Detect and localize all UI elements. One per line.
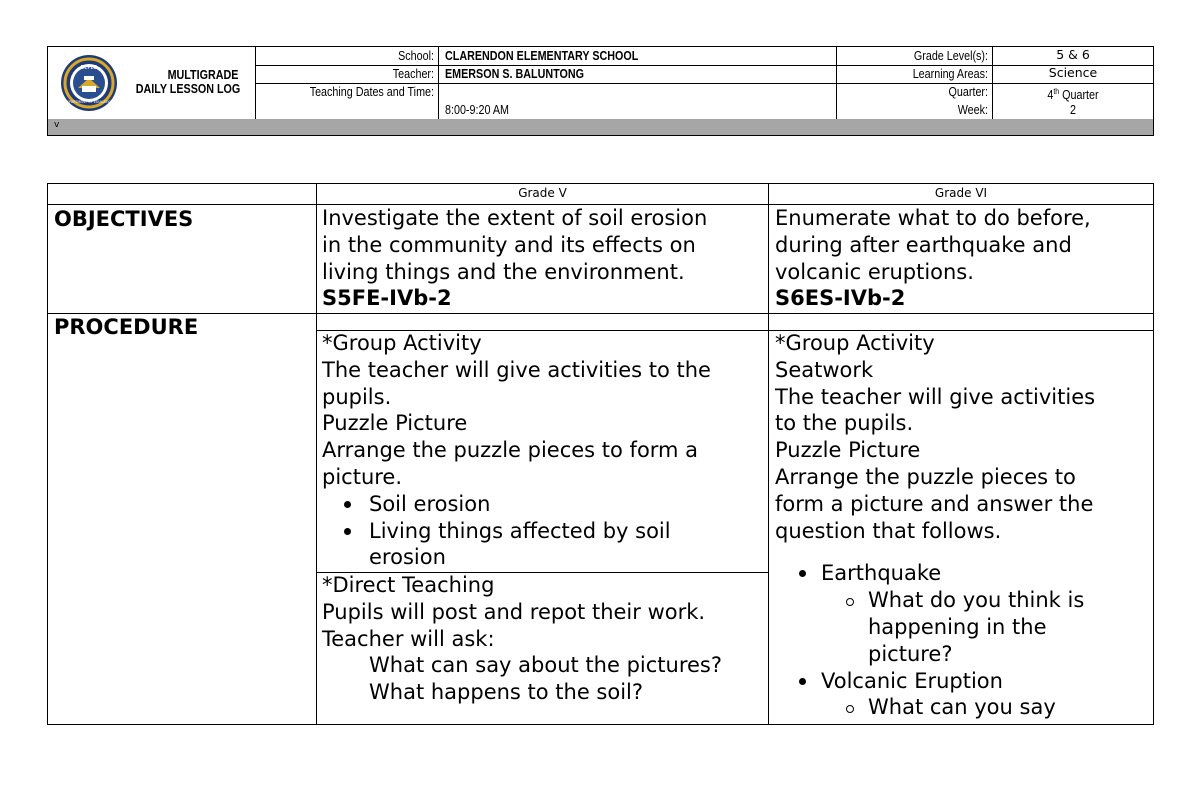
col-header-grade6: Grade VI <box>934 186 988 200</box>
dates-label: Teaching Dates and Time: <box>309 85 434 99</box>
deped-seal-logo <box>60 54 118 112</box>
g6-activity-line: form a picture and answer the <box>775 491 1094 516</box>
areas-value: Science <box>1048 65 1098 80</box>
g6-objective-line: during after earthquake and <box>775 232 1072 257</box>
g5-bullet-item <box>322 518 711 545</box>
dates-value: 8:00-9:20 AM <box>445 103 509 117</box>
g6-activity-line: Seatwork <box>775 357 874 382</box>
quarter-number: 4 <box>1047 88 1054 103</box>
g6-bullet-item <box>775 668 1095 695</box>
grade-label: Grade Level(s): <box>913 49 988 63</box>
g5-bullet-continuation: erosion <box>369 545 446 570</box>
g5-objective-line: Investigate the extent of soil erosion <box>322 206 708 230</box>
g6-activity-line: question that follows. <box>775 518 1002 543</box>
col-header-grade5: Grade V <box>518 186 567 200</box>
g6-activity-line: *Group Activity <box>775 331 935 355</box>
g5-competency-code: S5FE-IVb-2 <box>322 286 452 311</box>
g5-activity-line: The teacher will give activities to the <box>322 357 711 382</box>
quarter-word: Quarter <box>1059 88 1099 103</box>
teacher-label: Teacher: <box>392 67 434 81</box>
objectives-label: OBJECTIVES <box>54 207 194 231</box>
g5-bullet-text: Living things affected by soil <box>369 518 671 543</box>
g5-direct-line: *Direct Teaching <box>322 573 495 597</box>
g6-sub-bullet-continuation: picture? <box>868 641 953 666</box>
g5-direct-line: Pupils will post and repot their work. <box>322 599 706 624</box>
g5-question: What happens to the soil? <box>369 680 644 705</box>
divider <box>255 83 1153 84</box>
svg-text:DEPED: DEPED <box>80 65 98 71</box>
g6-activity-line: The teacher will give activities <box>775 384 1096 409</box>
g5-direct-teaching <box>322 572 722 706</box>
g6-bullet-item <box>775 560 1095 587</box>
areas-label: Learning Areas: <box>912 67 988 81</box>
week-value: 2 <box>1070 103 1076 117</box>
week-label: Week: <box>957 103 988 117</box>
bullet-dot-icon <box>799 678 806 685</box>
header-bar <box>48 119 1153 135</box>
g5-objective-line: living things and the environment. <box>322 259 685 284</box>
g5-objective-line: in the community and its effects on <box>322 232 696 257</box>
bullet-dot-icon <box>344 528 351 535</box>
g6-sub-bullet-text: What can you say <box>868 695 1056 720</box>
school-label: School: <box>398 49 434 63</box>
bullet-dot-icon <box>344 501 351 508</box>
school-value: CLARENDON ELEMENTARY SCHOOL <box>445 49 639 63</box>
g5-bullet-text: Soil erosion <box>369 491 491 516</box>
spacer <box>775 544 1095 560</box>
divider <box>48 313 1153 314</box>
g6-sub-bullet-text: What do you think is <box>868 588 1085 613</box>
header-bar-text: v <box>54 120 60 130</box>
g6-bullet-text: Earthquake <box>821 561 942 586</box>
doc-title-line2: DAILY LESSON LOG <box>135 82 241 96</box>
lesson-table <box>47 183 1154 725</box>
bullet-dot-icon <box>799 570 806 577</box>
g6-objective-line: volcanic eruptions. <box>775 259 974 284</box>
g5-activity-line: pupils. <box>322 384 392 409</box>
svg-text:DEPARTMENT OF EDUCATION: DEPARTMENT OF EDUCATION <box>64 100 114 104</box>
g5-activity-line: Puzzle Picture <box>322 411 468 436</box>
g5-bullet-item <box>322 491 711 518</box>
g5-question: What can say about the pictures? <box>369 653 723 678</box>
g6-sub-bullet-item <box>775 587 1095 614</box>
g5-group-activity <box>322 330 711 571</box>
divider <box>316 184 317 724</box>
header-table <box>47 46 1154 136</box>
g6-sub-bullet-item <box>775 694 1095 721</box>
bullet-ring-icon <box>846 598 854 606</box>
doc-title-line1: MULTIGRADE <box>167 68 239 82</box>
g6-activity-line: to the pupils. <box>775 411 914 436</box>
bullet-ring-icon <box>846 705 854 713</box>
g6-sub-bullet-continuation: happening in the <box>868 614 1047 639</box>
quarter-suffix: th <box>1053 87 1060 96</box>
g6-activity-line: Puzzle Picture <box>775 438 921 463</box>
grade-value: 5 & 6 <box>1056 47 1090 62</box>
g5-activity-line: picture. <box>322 464 403 489</box>
g6-objective <box>775 205 1091 312</box>
g6-competency-code: S6ES-IVb-2 <box>775 286 906 311</box>
g6-bullet-text: Volcanic Eruption <box>821 668 1003 693</box>
g5-activity-line: *Group Activity <box>322 331 482 355</box>
quarter-value <box>1004 85 1142 102</box>
divider <box>768 184 769 724</box>
g5-direct-line: Teacher will ask: <box>322 626 495 651</box>
g6-objective-line: Enumerate what to do before, <box>775 206 1091 230</box>
quarter-label: Quarter: <box>948 85 988 99</box>
g6-group-activity <box>775 330 1095 721</box>
g5-activity-line: Arrange the puzzle pieces to form a <box>322 438 699 463</box>
procedure-label: PROCEDURE <box>54 315 199 339</box>
g5-objective <box>322 205 707 312</box>
g6-activity-line: Arrange the puzzle pieces to <box>775 464 1076 489</box>
teacher-value: EMERSON S. BALUNTONG <box>445 67 584 81</box>
